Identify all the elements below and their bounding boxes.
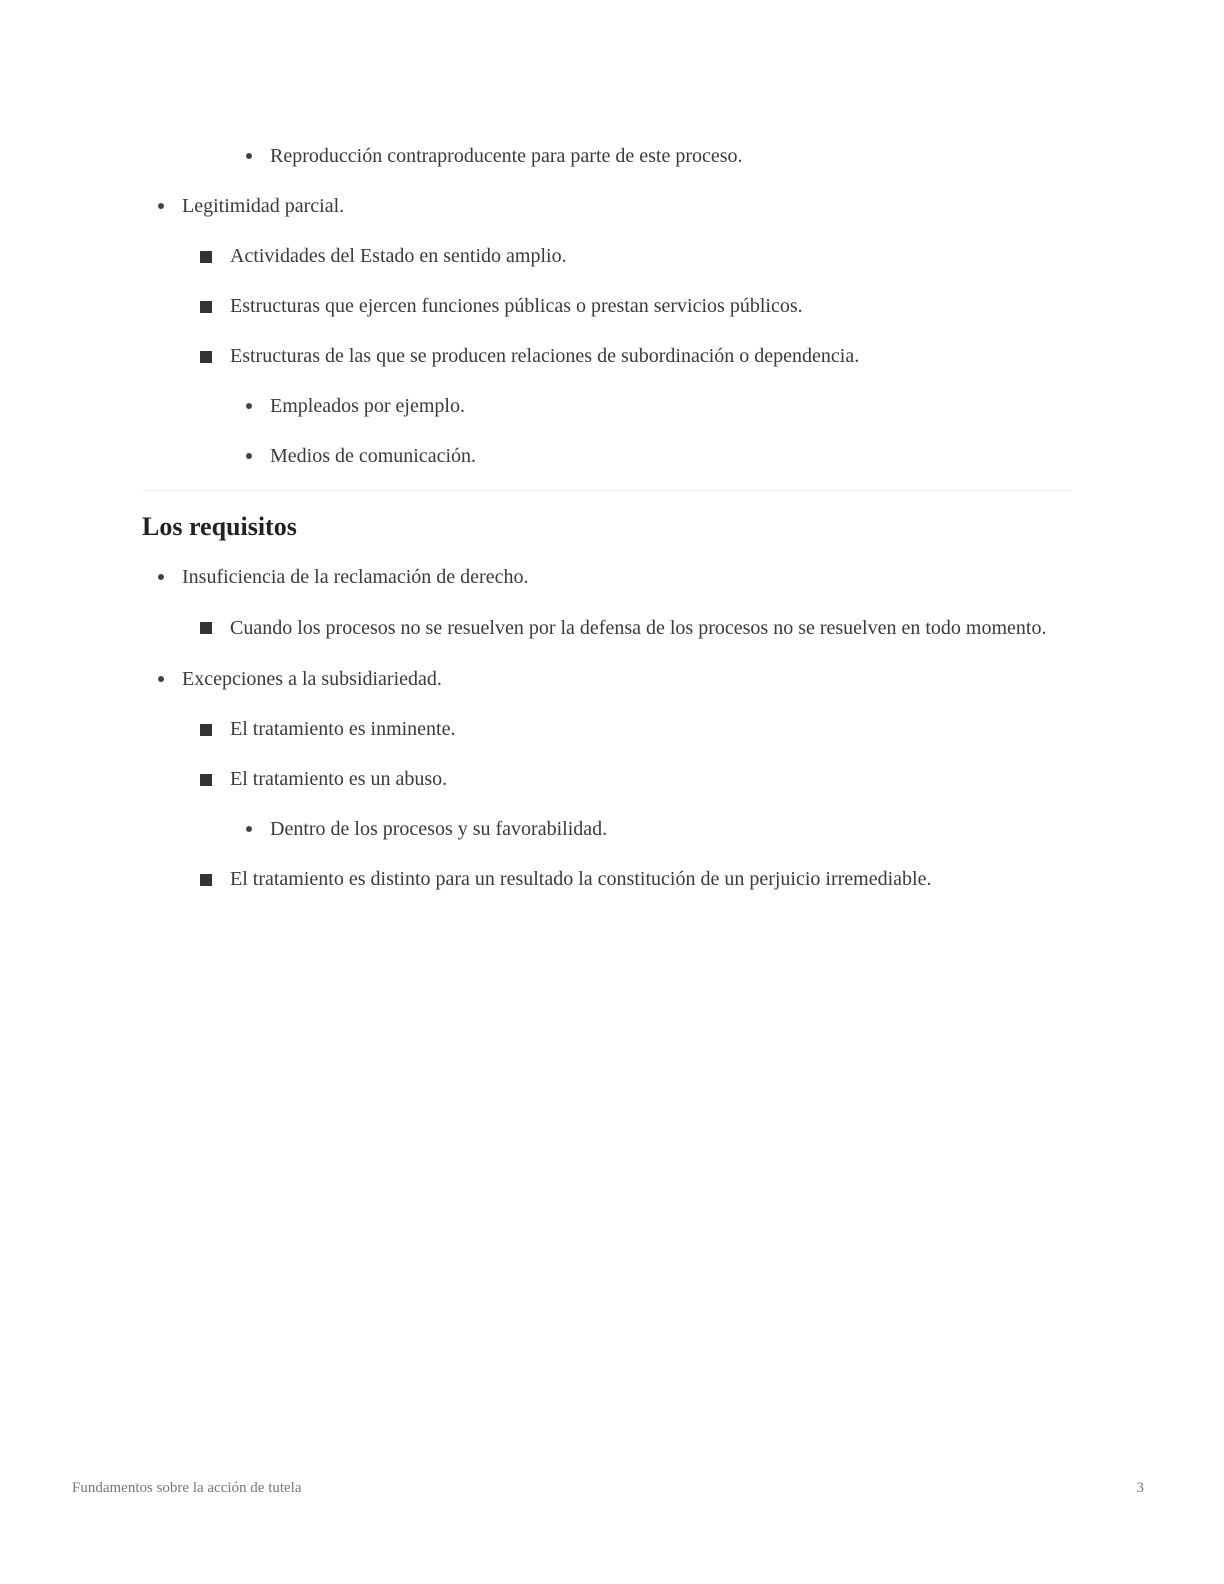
- bullet-dot-icon: [246, 453, 252, 459]
- list-item: [142, 713, 1072, 745]
- section-divider: [142, 490, 1072, 491]
- list-item: [142, 390, 1072, 422]
- list-item: [142, 140, 1072, 172]
- bullet-dot-icon: [158, 574, 164, 580]
- list-item-text: Cuando los procesos no se resuelven por la defensa de los procesos no se resuelven en todo momento.: [230, 617, 1047, 639]
- list-item: [142, 863, 1072, 895]
- bullet-list-bottom: [142, 561, 1072, 895]
- footer-title: Fundamentos sobre la acción de tutela: [72, 1480, 302, 1496]
- list-item: [142, 340, 1072, 372]
- list-item: [142, 440, 1072, 472]
- page-number: 3: [1136, 1480, 1144, 1496]
- bullet-dot-icon: [158, 203, 164, 209]
- bullet-dot-icon: [158, 676, 164, 682]
- list-item-text: Dentro de los procesos y su favorabilidad.: [270, 818, 608, 840]
- bullet-square-icon: [200, 874, 212, 886]
- list-item-text: Legitimidad parcial.: [182, 195, 345, 217]
- list-item-text: El tratamiento es un abuso.: [230, 768, 448, 790]
- section-heading: Los requisitos: [142, 512, 297, 541]
- bullet-list-top: [142, 140, 1072, 472]
- list-item-text: El tratamiento es distinto para un resultado la constitución de un perjuicio irremediable.: [230, 868, 932, 890]
- page-content: [142, 140, 1072, 913]
- list-item: [142, 663, 1072, 695]
- list-item: [142, 813, 1072, 845]
- bullet-dot-icon: [246, 153, 252, 159]
- list-item: [142, 611, 1072, 645]
- list-item-text: Actividades del Estado en sentido amplio.: [230, 245, 567, 267]
- list-item-text: Excepciones a la subsidiariedad.: [182, 668, 442, 690]
- bullet-square-icon: [200, 774, 212, 786]
- list-item-text: Estructuras de las que se producen relaciones de subordinación o dependencia.: [230, 345, 860, 367]
- list-item: [142, 190, 1072, 222]
- bullet-square-icon: [200, 724, 212, 736]
- list-item: [142, 561, 1072, 593]
- list-item: [142, 240, 1072, 272]
- list-item-text: El tratamiento es inminente.: [230, 718, 456, 740]
- page-footer: [72, 1480, 1144, 1497]
- list-item-text: Empleados por ejemplo.: [270, 395, 465, 417]
- list-item-text: Estructuras que ejercen funciones públicas o prestan servicios públicos.: [230, 295, 803, 317]
- bullet-dot-icon: [246, 403, 252, 409]
- bullet-dot-icon: [246, 826, 252, 832]
- bullet-square-icon: [200, 251, 212, 263]
- list-item: [142, 763, 1072, 795]
- list-item-text: Insuficiencia de la reclamación de derecho.: [182, 566, 529, 588]
- list-item-text: Reproducción contraproducente para parte de este proceso.: [270, 145, 743, 167]
- list-item: [142, 290, 1072, 322]
- bullet-square-icon: [200, 301, 212, 313]
- bullet-square-icon: [200, 622, 212, 634]
- list-item-text: Medios de comunicación.: [270, 445, 477, 467]
- bullet-square-icon: [200, 351, 212, 363]
